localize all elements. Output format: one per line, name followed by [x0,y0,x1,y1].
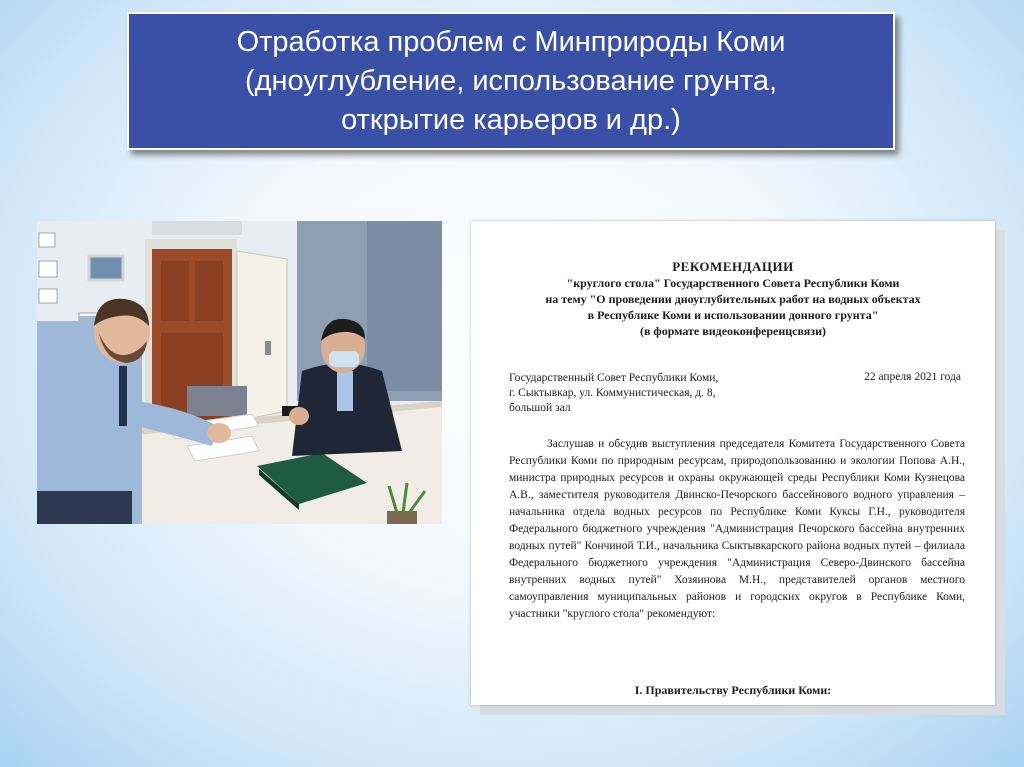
slide-title-line-1: Отработка проблем с Минприроды Коми [236,25,786,58]
document-location [509,371,718,416]
document-location-line-2: г. Сыктывкар, ул. Коммунистическая, д. 8, [509,387,716,399]
document-location-line-1: Государственный Совет Республики Коми, [509,372,719,384]
meeting-photo-icon [37,221,442,524]
document-header [471,259,995,339]
document-body: Заслушав и обсудив выступления председателя Комитета Государственного Совета Республики Коми по природным ресурсам, природопользованию и экологии Попова А.Н., министра природных ресурсов и охраны окружающей среды Республики Коми Кузнецова А.В., заместителя руководителя Двинско-Печорского бассейнового водного управления – начальника отдела водных ресурсов по Республике Коми Куксы Г.Н., руководителя Федерального бюджетного учреждения "Администрация Печорского бассейна внутренних водных путей" Кончиной Т.И., начальника Сыктывкарского района водных путей – филиала Федерального бюджетного учреждения "Администрация Северо-Двинского бассейна внутренних водных путей" Хозяиновa М.Н., представителей органов местного самоуправления муниципальных районов и городских округов в Республике Коми, участники "круглого стола" рекомендуют: [509,438,965,620]
slide-title-box [127,12,895,150]
slide-title-line-2: (дноуглубление, использование грунта, [244,64,778,97]
document-location-line-3: большой зал [509,402,571,414]
document-subheading-line-1: "круглого стола" Государственного Совета Республики Коми [566,276,900,290]
document-subheading-line-3: в Республике Коми и использовании донного грунта" [587,308,879,322]
document-heading: РЕКОМЕНДАЦИИ [672,259,794,274]
document-date: 22 апреля 2021 года [864,371,961,383]
document-section-heading: I. Правительству Республики Коми: [634,683,832,697]
document-subheading-line-2: на тему "О проведении дноуглубительных работ на водных объектах [545,292,921,306]
recommendations-document [471,221,995,705]
meeting-photo [37,221,442,524]
document-format: (в формате видеоконференцсвязи) [639,324,827,338]
slide-title-line-3: открытие карьеров и др.) [341,103,681,136]
